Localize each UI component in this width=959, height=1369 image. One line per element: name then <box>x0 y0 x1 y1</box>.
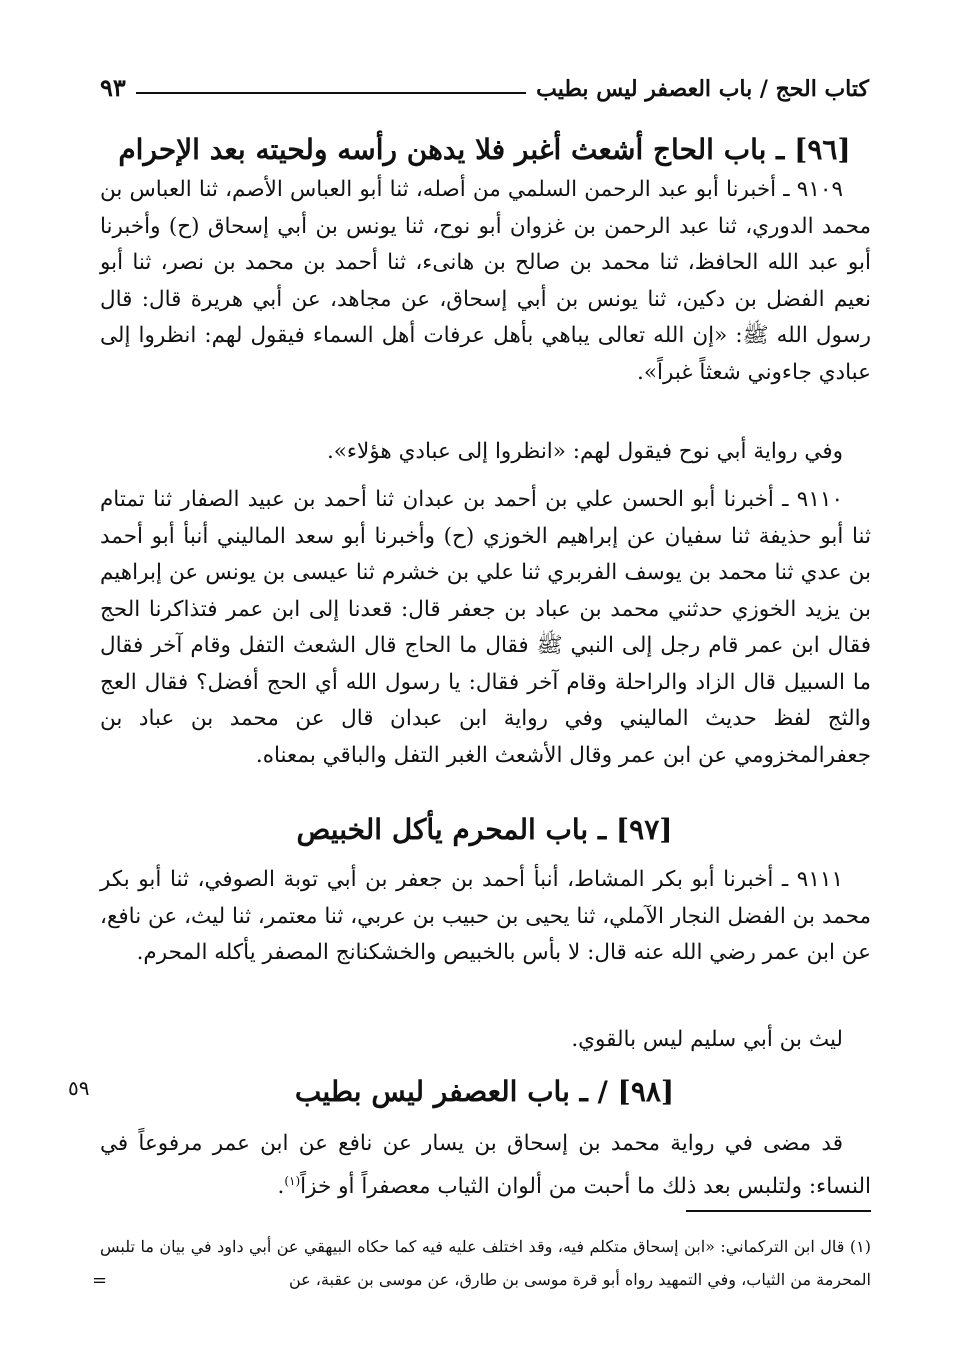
header-rule <box>136 92 526 94</box>
grading-note: ليث بن أبي سليم ليس بالقوي. <box>571 1027 843 1052</box>
footnote-1: (١) قال ابن التركماني: «ابن إسحاق متكلم فيه، وقد اختلف عليه فيه كما حكاه البيهقي عن أبي داود في بيان ما تلبس المحرمة من الثياب، وفي التمهيد رواه أبو قرة موسى بن طارق، عن موسى بن عقبة، عن <box>100 1237 871 1289</box>
chapter-heading-96: [٩٦] ـ باب الحاج أشعث أغبر فلا يدهن رأسه ولحيته بعد الإحرام <box>118 133 851 166</box>
hadith-9109: ٩١٠٩ ـ أخبرنا أبو عبد الرحمن السلمي من أصله، ثنا أبو العباس الأصم، ثنا العباس بن محمد الدوري، ثنا عبد الرحمن بن غزوان أبو نوح، ثنا يونس بن أبي إسحاق (ح) وأخبرنا أبو عبد الله الحافظ، ثنا محمد بن صالح بن هانىء، ثنا أحمد بن محمد بن نصر، ثنا أبو نعيم الفضل بن دكين، ثنا يونس بن أبي إسحاق، عن مجاهد، عن أبي هريرة قال: قال رسول الله ﷺ: «إن الله تعالى يباهي بأهل عرفات أهل السماء فيقول لهم: انظروا إلى عبادي جاءوني شعثاً غبراً». <box>100 177 871 385</box>
hadith-9110: ٩١١٠ ـ أخبرنا أبو الحسن علي بن أحمد بن عبدان ثنا أحمد بن عبيد الصفار ثنا تمتام ثنا أبو حذيفة ثنا سفيان عن إبراهيم الخوزي (ح) وأخبرنا أبو سعد الماليني أنبأ أبو أحمد بن عدي ثنا محمد بن يوسف الفربري ثنا علي بن خشرم ثنا عيسى بن يونس عن إبراهيم بن يزيد الخوزي حدثني محمد بن عباد بن جعفر قال: قعدنا إلى ابن عمر فتذاكرنا الحج فقال ابن عمر قام رجل إلى النبي ﷺ فقال ما الحاج قال الشعث التفل وقام آخر فقال ما السبيل قال الزاد والراحلة وقام آخر فقال: يا رسول الله أي الحج أفضل؟ فقال العج والثج لفظ حديث الماليني وفي رواية ابن عبدان قال عن محمد بن عباد بن جعفرالمخزومي عن ابن عمر وقال الأشعث الغبر التفل والباقي بمعناه. <box>100 487 871 768</box>
page-number: ٩٣ <box>100 73 126 102</box>
manuscript-folio-number: ٥٩ <box>68 1076 90 1100</box>
footnote-ref: (١) <box>284 1173 301 1188</box>
chapter-heading-97: [٩٧] ـ باب المحرم يأكل الخبيص <box>296 813 673 846</box>
running-header <box>100 62 869 102</box>
chapter-98-text: قد مضى في رواية محمد بن إسحاق بن يسار عن نافع عن ابن عمر مرفوعاً في النساء: ولتلبس بعد ذلك ما أحبت من ألوان الثياب معصفراً أو خزاً$^{(١)}$. <box>100 1131 871 1199</box>
chapter-98-body: قد مضى في رواية محمد بن إسحاق بن يسار عن نافع عن ابن عمر مرفوعاً في النساء: ولتلبس بعد ذلك ما أحبت من ألوان الثياب معصفراً أو خزاً <box>100 1131 871 1199</box>
hadith-9111: ٩١١١ ـ أخبرنا أبو بكر المشاط، أنبأ أحمد بن جعفر بن أبي توبة الصوفي، ثنا أبو بكر محمد بن الفضل النجار الآملي، ثنا يحيى بن حبيب بن عربي، ثنا معتمر، ثنا ليث، عن نافع، عن ابن عمر رضي الله عنه قال: لا بأس بالخبيص والخشكنانج المصفر يأكله المحرم. <box>100 867 871 965</box>
narration-note: وفي رواية أبي نوح فيقول لهم: «انظروا إلى عبادي هؤلاء». <box>326 439 843 464</box>
footnote-continuation-mark: = <box>92 1270 108 1291</box>
chapter-heading-98: [٩٨] / ـ باب العصفر ليس بطيب <box>294 1075 675 1108</box>
footnote-rule <box>686 1210 871 1212</box>
running-title: كتاب الحج / باب العصفر ليس بطيب <box>536 76 869 102</box>
